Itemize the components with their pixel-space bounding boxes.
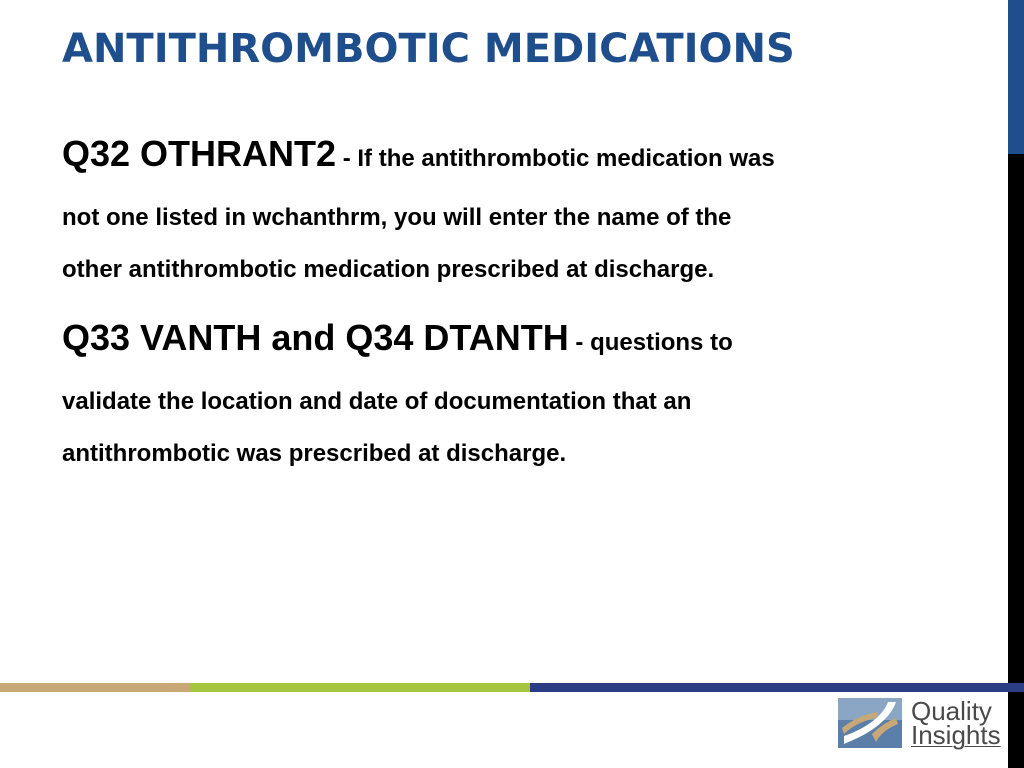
quality-insights-logo-icon xyxy=(838,698,902,748)
footer-stripe-tan xyxy=(0,683,190,692)
paragraph-q32 xyxy=(62,130,942,294)
paragraph-q33-q34 xyxy=(62,314,942,478)
side-bar-blue xyxy=(1008,0,1024,154)
logo-text-quality: Quality xyxy=(911,696,992,726)
paragraph-line: other antithrombotic medication prescribed at discharge. xyxy=(62,256,715,283)
footer-stripe-navy xyxy=(530,683,1024,692)
question-label: Q33 VANTH and Q34 DTANTH xyxy=(62,317,569,358)
quality-insights-logo xyxy=(838,698,1004,750)
slide-title: ANTITHROMBOTIC MEDICATIONS xyxy=(62,26,795,72)
paragraph-line: not one listed in wchanthrm, you will enter the name of the xyxy=(62,204,732,231)
paragraph-line: validate the location and date of documentation that an xyxy=(62,388,692,415)
paragraph-line: antithrombotic was prescribed at discharge. xyxy=(62,440,567,467)
side-bar-gap xyxy=(1005,0,1008,768)
footer-stripe-green xyxy=(190,683,530,692)
logo-text-insights: Insights xyxy=(911,720,1001,750)
paragraph-text: - If the antithrombotic medication was xyxy=(336,145,775,172)
paragraph-text: - questions to xyxy=(568,329,733,356)
paragraph-line xyxy=(62,314,942,374)
paragraph-line xyxy=(62,130,942,190)
question-label: Q32 OTHRANT2 xyxy=(62,133,337,174)
